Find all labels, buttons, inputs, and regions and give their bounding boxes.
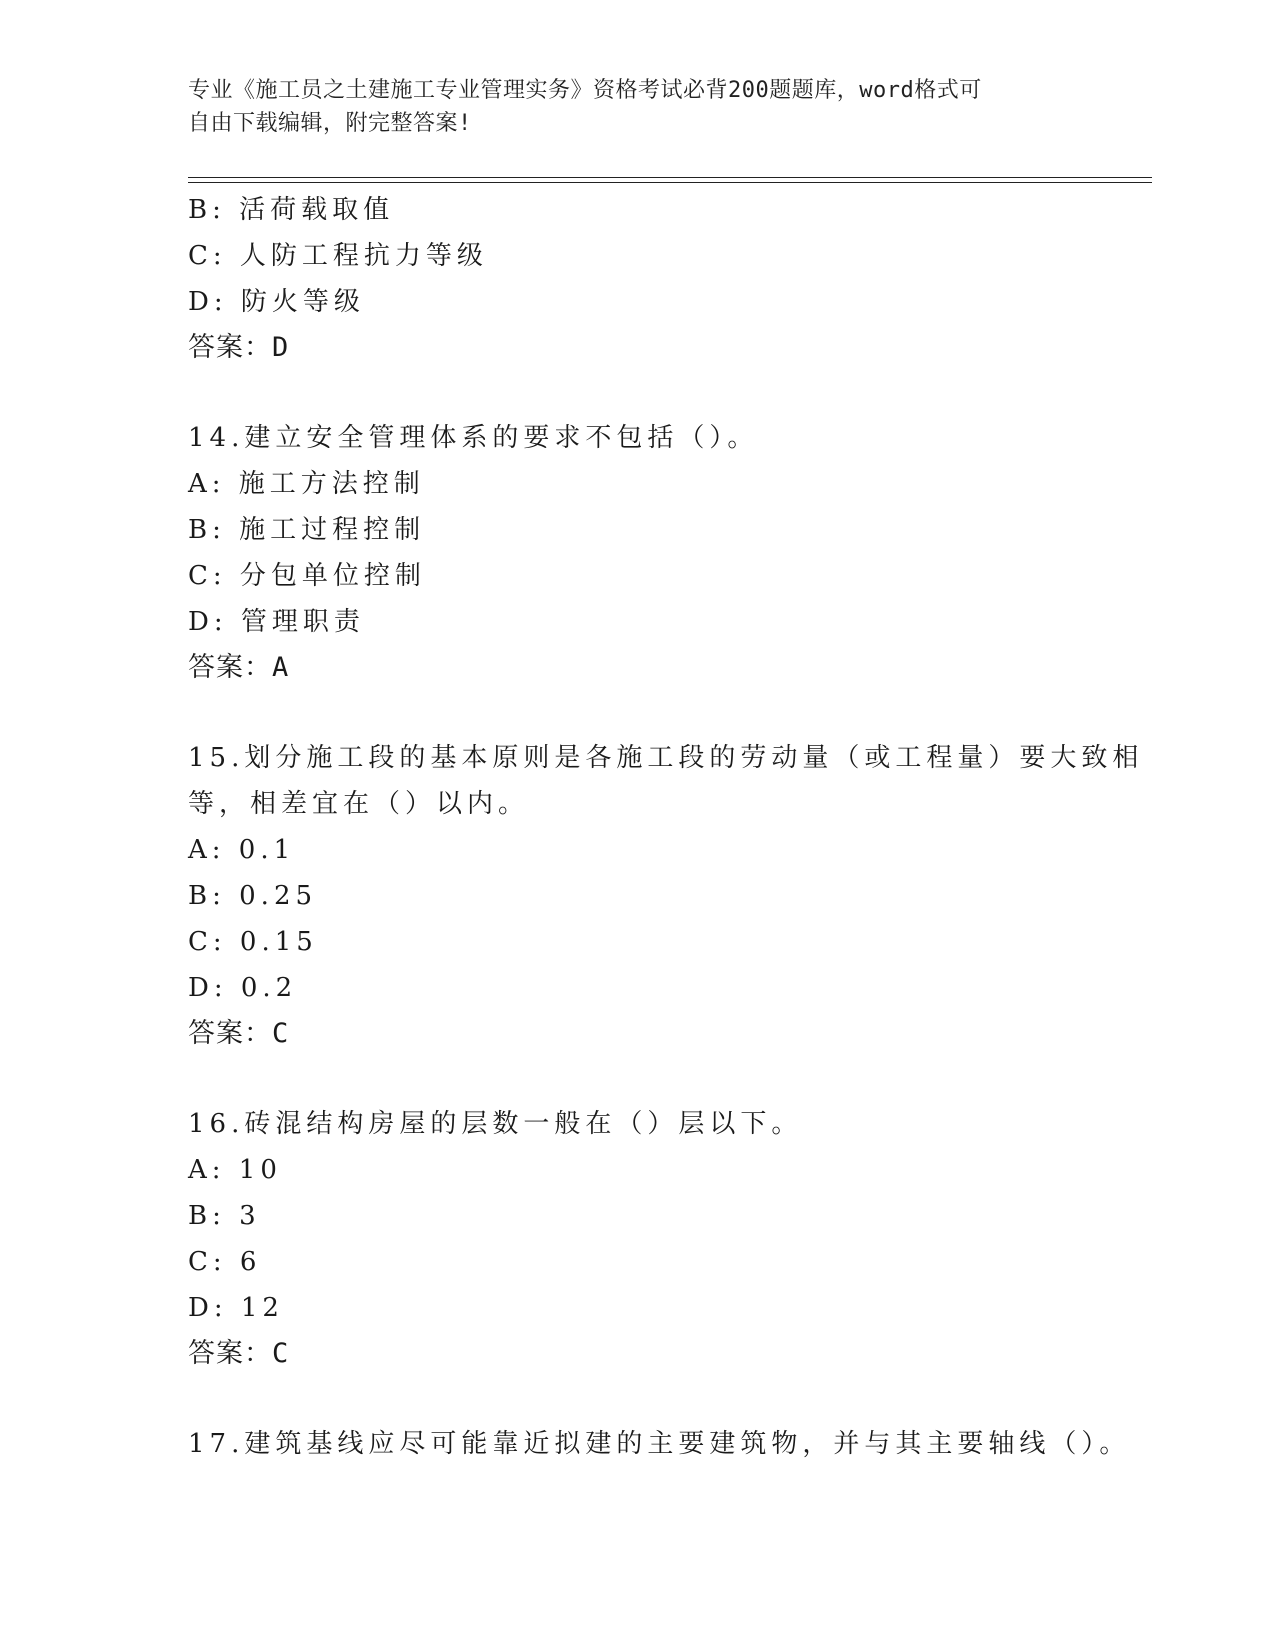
question-text: 17.建筑基线应尽可能靠近拟建的主要建筑物，并与其主要轴线（）。 bbox=[188, 1429, 1131, 1459]
question-block-17 bbox=[188, 1421, 1131, 1467]
answer-line: 答案：D bbox=[188, 332, 290, 363]
question-text: 16.砖混结构房屋的层数一般在（）层以下。 bbox=[188, 1109, 803, 1139]
question-text-line-2: 等，相差宜在（）以内。 bbox=[188, 789, 530, 819]
option-c: C: 6 bbox=[188, 1247, 262, 1277]
question-list bbox=[188, 187, 1144, 1467]
option-b: B: 0.25 bbox=[188, 881, 318, 911]
question-block-13 bbox=[188, 187, 1088, 371]
option-d: D: 0.2 bbox=[188, 973, 298, 1003]
header-title-line-2: 自由下载编辑，附完整答案! bbox=[188, 111, 472, 136]
option-b: B: 活荷载取值 bbox=[188, 195, 395, 225]
question-block-16 bbox=[188, 1101, 1088, 1377]
header-divider-top bbox=[188, 177, 1152, 178]
option-c: C: 人防工程抗力等级 bbox=[188, 241, 488, 271]
option-c: C: 0.15 bbox=[188, 927, 318, 957]
header-title-line-1: 专业《施工员之土建施工专业管理实务》资格考试必背200题题库，word格式可 bbox=[188, 78, 982, 103]
option-a: A: 10 bbox=[188, 1155, 282, 1185]
question-block-14 bbox=[188, 415, 1088, 691]
question-text-line-1: 15.划分施工段的基本原则是各施工段的劳动量（或工程量）要大致相 bbox=[188, 743, 1144, 773]
option-d: D: 12 bbox=[188, 1293, 284, 1323]
option-a: A: 施工方法控制 bbox=[188, 469, 425, 499]
option-d: D: 管理职责 bbox=[188, 607, 365, 637]
option-d: D: 防火等级 bbox=[188, 287, 365, 317]
answer-line: 答案：C bbox=[188, 1338, 290, 1369]
header-divider-bottom bbox=[188, 182, 1152, 183]
document-header bbox=[188, 74, 1068, 140]
option-b: B: 施工过程控制 bbox=[188, 515, 426, 545]
option-c: C: 分包单位控制 bbox=[188, 561, 426, 591]
question-text: 14.建立安全管理体系的要求不包括（）。 bbox=[188, 423, 759, 453]
option-b: B: 3 bbox=[188, 1201, 261, 1231]
option-a: A: 0.1 bbox=[188, 835, 296, 865]
answer-line: 答案：A bbox=[188, 652, 290, 683]
answer-line: 答案：C bbox=[188, 1018, 290, 1049]
question-block-15 bbox=[188, 735, 1144, 1057]
